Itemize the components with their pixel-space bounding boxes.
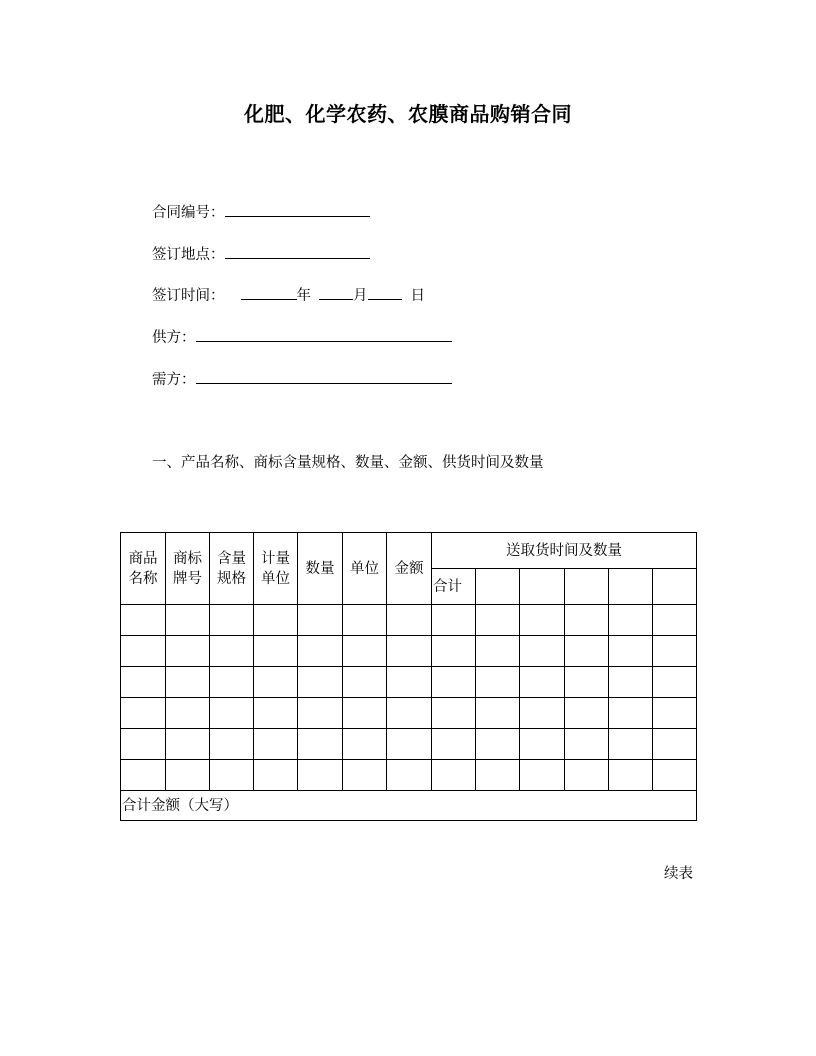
table-cell[interactable] — [565, 698, 609, 729]
table-cell[interactable] — [343, 667, 387, 698]
table-cell[interactable] — [121, 636, 166, 667]
table-cell[interactable] — [254, 667, 298, 698]
table-row — [121, 729, 697, 760]
buyer-label: 需方： — [152, 372, 196, 388]
table-cell[interactable] — [609, 605, 653, 636]
table-cell[interactable] — [298, 636, 343, 667]
month-label: 月 — [353, 288, 368, 304]
table-cell[interactable] — [121, 667, 166, 698]
header-brand: 商标 牌号 — [166, 533, 210, 605]
table-cell[interactable] — [432, 729, 476, 760]
table-row — [121, 760, 697, 791]
table-cell[interactable] — [166, 667, 210, 698]
table-cell[interactable] — [166, 760, 210, 791]
header-delivery: 送取货时间及数量 — [432, 533, 697, 569]
table-cell[interactable] — [476, 698, 520, 729]
table-cell[interactable] — [343, 698, 387, 729]
table-cell[interactable] — [565, 729, 609, 760]
table-cell[interactable] — [387, 636, 432, 667]
table-cell[interactable] — [210, 667, 254, 698]
table-cell[interactable] — [210, 636, 254, 667]
table-cell[interactable] — [298, 605, 343, 636]
table-cell[interactable] — [343, 760, 387, 791]
table-body — [121, 605, 697, 791]
header-measure-unit: 计量 单位 — [254, 533, 298, 605]
table-cell[interactable] — [520, 729, 565, 760]
header-amount: 金额 — [387, 533, 432, 605]
year-blank[interactable] — [241, 285, 297, 300]
table-cell[interactable] — [298, 729, 343, 760]
table-cell[interactable] — [476, 760, 520, 791]
contract-no-field — [152, 201, 370, 222]
table-cell[interactable] — [298, 698, 343, 729]
contract-title: 化肥、化学农药、农膜商品购销合同 — [244, 102, 572, 126]
table-cell[interactable] — [609, 636, 653, 667]
header-spec: 含量 规格 — [210, 533, 254, 605]
buyer-blank[interactable] — [196, 369, 452, 384]
table-cell[interactable] — [653, 605, 697, 636]
table-cell[interactable] — [476, 667, 520, 698]
sign-place-label: 签订地点： — [152, 247, 225, 263]
table-cell[interactable] — [210, 698, 254, 729]
table-cell[interactable] — [432, 605, 476, 636]
table-cell[interactable] — [210, 729, 254, 760]
table-cell[interactable] — [254, 636, 298, 667]
day-label: 日 — [410, 288, 425, 304]
table-cell[interactable] — [476, 605, 520, 636]
sign-time-label: 签订时间： — [152, 288, 225, 304]
table-cell[interactable] — [387, 605, 432, 636]
header-product-name: 商品 名称 — [121, 533, 166, 605]
table-row — [121, 636, 697, 667]
section-1-heading: 一、产品名称、商标含量规格、数量、金额、供货时间及数量 — [152, 455, 544, 471]
day-blank[interactable] — [368, 285, 402, 300]
table-cell[interactable] — [343, 729, 387, 760]
table-cell[interactable] — [520, 760, 565, 791]
supplier-field — [152, 326, 452, 347]
table-cell[interactable] — [476, 569, 520, 605]
table-cell[interactable] — [653, 698, 697, 729]
table-cell[interactable] — [653, 569, 697, 605]
table-cell[interactable] — [210, 605, 254, 636]
table-cell[interactable] — [520, 667, 565, 698]
table-cell[interactable] — [520, 636, 565, 667]
supplier-blank[interactable] — [196, 327, 452, 342]
table-cell[interactable] — [298, 667, 343, 698]
table-row — [121, 698, 697, 729]
table-cell[interactable] — [166, 636, 210, 667]
table-cell[interactable] — [653, 760, 697, 791]
contract-no-label: 合同编号： — [152, 205, 225, 221]
total-amount-label: 合计金额（大写） — [121, 791, 697, 821]
table-cell[interactable] — [653, 667, 697, 698]
month-blank[interactable] — [319, 285, 353, 300]
table-cell[interactable] — [121, 729, 166, 760]
table-cell[interactable] — [121, 698, 166, 729]
table-cell[interactable] — [565, 636, 609, 667]
table-cell[interactable] — [254, 760, 298, 791]
table-cell[interactable] — [298, 760, 343, 791]
table-cell[interactable] — [565, 605, 609, 636]
table-cell[interactable] — [343, 605, 387, 636]
table-cell[interactable] — [432, 636, 476, 667]
table-cell[interactable] — [387, 760, 432, 791]
table-cell[interactable] — [121, 605, 166, 636]
table-cell[interactable] — [254, 605, 298, 636]
table-cell[interactable] — [387, 667, 432, 698]
table-cell[interactable] — [476, 636, 520, 667]
contract-no-blank[interactable] — [225, 202, 370, 217]
table-cell[interactable] — [609, 569, 653, 605]
goods-table — [120, 532, 697, 821]
table-cell[interactable] — [166, 698, 210, 729]
table-cell[interactable] — [432, 667, 476, 698]
table-cell[interactable] — [653, 636, 697, 667]
table-cell[interactable] — [520, 605, 565, 636]
sign-place-field — [152, 243, 370, 264]
table-cell[interactable] — [609, 698, 653, 729]
table-cell[interactable] — [609, 760, 653, 791]
table-header-row-1 — [121, 533, 697, 569]
supplier-label: 供方： — [152, 330, 196, 346]
table-cell[interactable] — [565, 667, 609, 698]
table-cell[interactable] — [432, 760, 476, 791]
table-cell[interactable] — [254, 698, 298, 729]
table-cell[interactable] — [387, 698, 432, 729]
sign-time-field — [152, 284, 425, 305]
continued-label: 续表 — [664, 866, 693, 882]
table-cell[interactable] — [476, 729, 520, 760]
year-label: 年 — [296, 288, 311, 304]
header-quantity: 数量 — [298, 533, 343, 605]
table-cell[interactable] — [520, 698, 565, 729]
table-cell[interactable] — [653, 729, 697, 760]
table-cell[interactable] — [609, 729, 653, 760]
table-row — [121, 605, 697, 636]
table-cell[interactable] — [210, 760, 254, 791]
header-subtotal: 合计 — [432, 569, 476, 605]
table-cell[interactable] — [609, 667, 653, 698]
sign-place-blank[interactable] — [225, 244, 370, 259]
table-cell[interactable] — [121, 760, 166, 791]
table-row — [121, 667, 697, 698]
header-unit-price: 单位 — [343, 533, 387, 605]
table-total-row — [121, 791, 697, 821]
table-cell[interactable] — [432, 698, 476, 729]
table-cell[interactable] — [254, 729, 298, 760]
table-cell[interactable] — [166, 729, 210, 760]
table-cell[interactable] — [520, 569, 565, 605]
table-cell[interactable] — [166, 605, 210, 636]
table-cell[interactable] — [565, 760, 609, 791]
table-cell[interactable] — [343, 636, 387, 667]
table-cell[interactable] — [387, 729, 432, 760]
buyer-field — [152, 368, 452, 389]
table-cell[interactable] — [565, 569, 609, 605]
